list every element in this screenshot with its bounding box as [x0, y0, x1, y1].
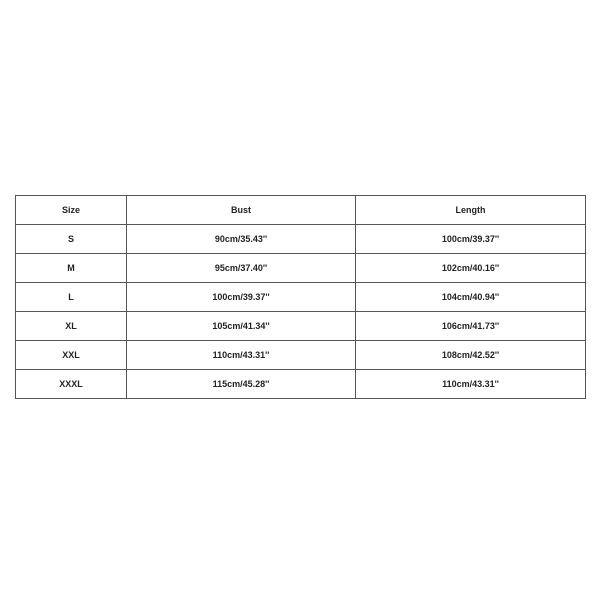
size-cell: XXL [16, 341, 127, 370]
bust-cell: 95cm/37.40'' [127, 254, 356, 283]
table-header-row [16, 196, 586, 225]
length-cell: 104cm/40.94'' [356, 283, 586, 312]
bust-cell: 90cm/35.43'' [127, 225, 356, 254]
size-chart-table [15, 195, 586, 399]
header-size: Size [16, 196, 127, 225]
length-cell: 102cm/40.16'' [356, 254, 586, 283]
bust-cell: 110cm/43.31'' [127, 341, 356, 370]
table-row [16, 341, 586, 370]
header-length: Length [356, 196, 586, 225]
table-row [16, 225, 586, 254]
length-cell: 106cm/41.73'' [356, 312, 586, 341]
table-row [16, 283, 586, 312]
size-cell: XXXL [16, 370, 127, 399]
size-cell: L [16, 283, 127, 312]
table-row [16, 254, 586, 283]
bust-cell: 105cm/41.34'' [127, 312, 356, 341]
size-cell: M [16, 254, 127, 283]
bust-cell: 100cm/39.37'' [127, 283, 356, 312]
size-cell: XL [16, 312, 127, 341]
length-cell: 110cm/43.31'' [356, 370, 586, 399]
table-row [16, 370, 586, 399]
bust-cell: 115cm/45.28'' [127, 370, 356, 399]
length-cell: 108cm/42.52'' [356, 341, 586, 370]
header-bust: Bust [127, 196, 356, 225]
table-row [16, 312, 586, 341]
size-cell: S [16, 225, 127, 254]
length-cell: 100cm/39.37'' [356, 225, 586, 254]
